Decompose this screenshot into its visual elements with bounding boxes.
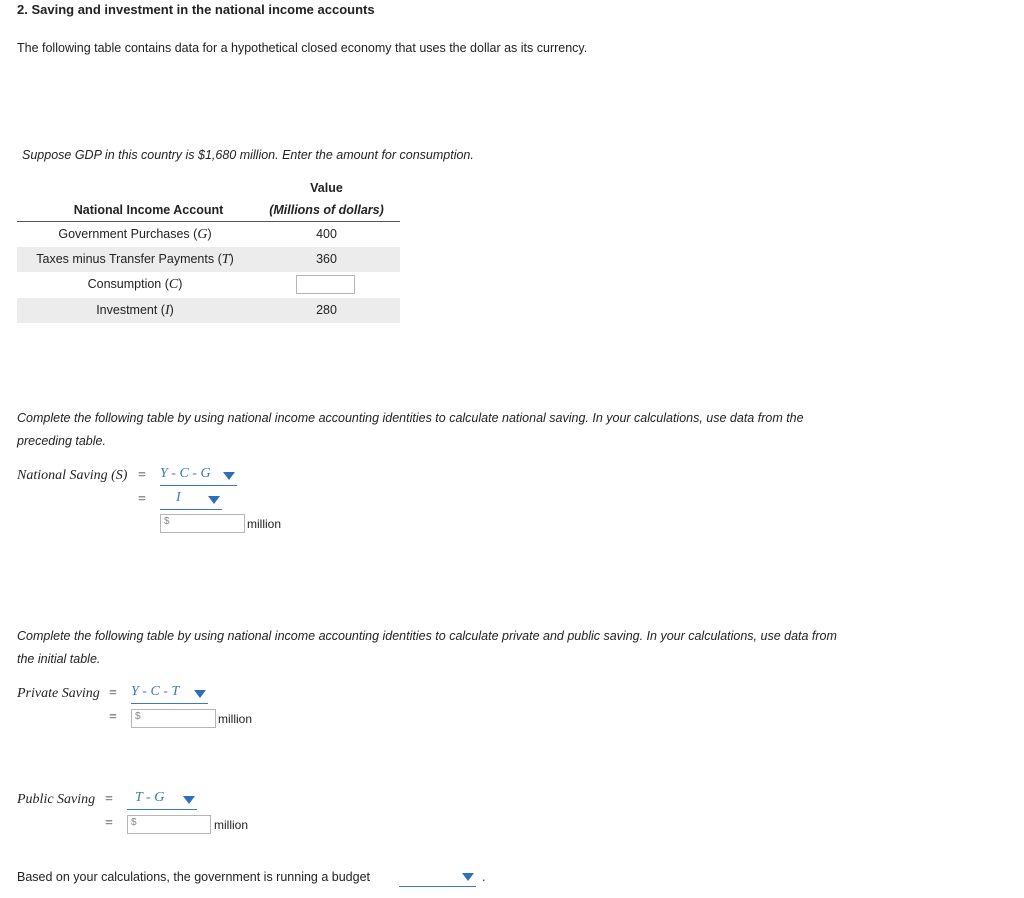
national-saving-formula-dropdown[interactable] (160, 468, 237, 486)
private-saving-formula-dropdown[interactable] (131, 686, 208, 704)
dropdown-value: T - G (135, 790, 165, 805)
row-label: Consumption (C) (87, 277, 183, 292)
equals-sign: = (138, 468, 146, 483)
value-header: Value (310, 181, 343, 195)
national-saving-prompt-2: preceding table. (17, 434, 106, 448)
dollar-sign: $ (164, 516, 170, 527)
row-label: Government Purchases (G) (58, 227, 212, 242)
budget-sentence: Based on your calculations, the government is running a budget (17, 870, 371, 884)
budget-period: . (482, 870, 486, 884)
chevron-down-icon (223, 472, 235, 480)
public-saving-formula-dropdown[interactable] (127, 792, 197, 810)
table-row-investment (17, 298, 400, 323)
table-row-consumption (17, 272, 400, 297)
private-public-prompt: Complete the following table by using national income accounting identities to calculate private and public saving. In your calculations, use data from (17, 629, 837, 643)
consumption-input[interactable] (296, 275, 355, 294)
chevron-down-icon (462, 873, 474, 881)
million-unit: million (214, 818, 249, 832)
equals-sign: = (109, 686, 117, 701)
public-saving-label: Public Saving (17, 792, 96, 807)
row-label: Investment (I) (96, 303, 174, 318)
national-saving-identity-dropdown[interactable] (160, 492, 222, 510)
national-saving-input[interactable] (160, 514, 245, 533)
consumption-prompt: Suppose GDP in this country is $1,680 million. Enter the amount for consumption. (22, 148, 474, 162)
private-saving-label: Private Saving (17, 686, 100, 701)
million-unit: million (218, 712, 253, 726)
national-saving-label: National Saving (S) (17, 468, 128, 483)
account-header: National Income Account (73, 203, 224, 217)
dropdown-value: Y - C - T (131, 684, 180, 699)
chevron-down-icon (183, 796, 195, 804)
public-saving-input[interactable] (127, 815, 211, 834)
million-unit: million (247, 517, 282, 531)
row-value: 280 (316, 303, 337, 317)
table-row-government-purchases (17, 222, 400, 247)
equals-sign: = (138, 492, 146, 507)
chevron-down-icon (194, 690, 206, 698)
row-label: Taxes minus Transfer Payments (T) (36, 252, 234, 267)
page-title: 2. Saving and investment in the national income accounts (17, 2, 375, 17)
equals-sign: = (109, 710, 117, 725)
equals-sign: = (105, 816, 113, 831)
private-public-prompt-2: the initial table. (17, 652, 101, 666)
row-value: 360 (316, 252, 337, 266)
dropdown-value: Y - C - G (160, 466, 211, 481)
private-saving-input[interactable] (131, 709, 216, 728)
table-row-taxes (17, 247, 400, 272)
dollar-sign: $ (131, 817, 137, 828)
dollar-sign: $ (135, 711, 141, 722)
national-saving-prompt: Complete the following table by using national income accounting identities to calculate national saving. In your calculations, use data from the (17, 411, 804, 425)
row-value: 400 (316, 227, 337, 241)
budget-status-dropdown[interactable] (399, 869, 476, 887)
value-units-header: (Millions of dollars) (269, 203, 384, 217)
chevron-down-icon (208, 496, 220, 504)
dropdown-value: I (176, 490, 181, 505)
equals-sign: = (105, 792, 113, 807)
intro-text: The following table contains data for a hypothetical closed economy that uses the dollar as its currency. (17, 41, 588, 55)
